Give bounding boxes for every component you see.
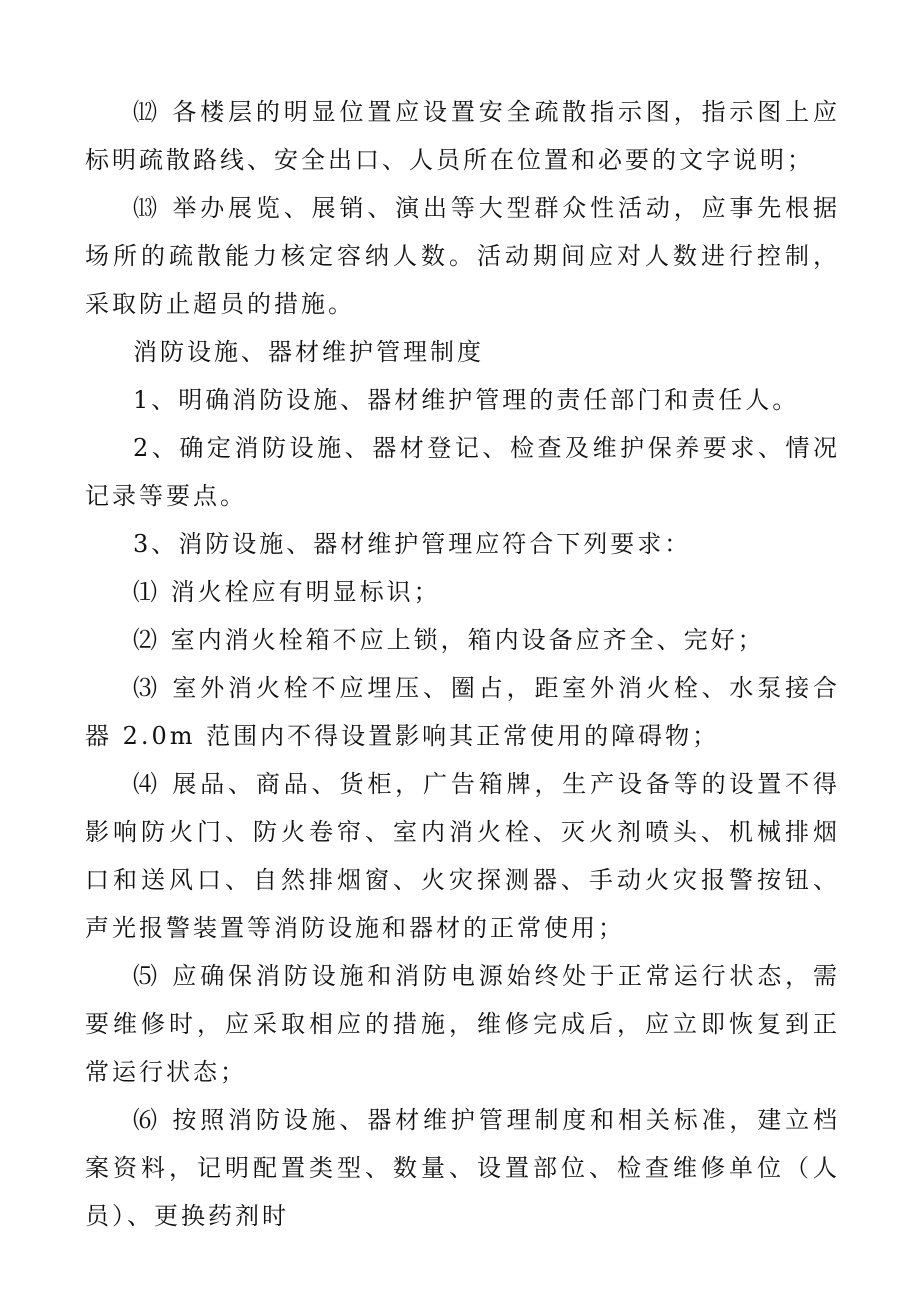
section-item-1: 1、明确消防设施、器材维护管理的责任部门和责任人。 xyxy=(133,386,800,414)
paragraph-13: ⒀ 举办展览、展销、演出等大型群众性活动，应事先根据场所的疏散能力核定容纳人数。活动期间应对人数进行控制，采取防止超员的措施。 xyxy=(85,194,840,318)
paragraph-12: ⑿ 各楼层的明显位置应设置安全疏散指示图，指示图上应标明疏散路线、安全出口、人员所在位置和必要的文字说明； xyxy=(85,98,840,174)
section-item-3-2: ⑵ 室内消火栓箱不应上锁，箱内设备应齐全、完好； xyxy=(133,626,765,654)
section-item-3-6: ⑹ 按照消防设施、器材维护管理制度和相关标准，建立档案资料，记明配置类型、数量、设置部位、检查维修单位（人员）、更换药剂时 xyxy=(85,1106,840,1230)
section-item-3: 3、消防设施、器材维护管理应符合下列要求： xyxy=(133,530,692,558)
section-item-3-5: ⑸ 应确保消防设施和消防电源始终处于正常运行状态，需要维修时，应采取相应的措施，维修完成后，应立即恢复到正常运行状态； xyxy=(85,962,840,1086)
section-item-2: 2、确定消防设施、器材登记、检查及维护保养要求、情况记录等要点。 xyxy=(85,434,840,510)
section-item-3-4: ⑷ 展品、商品、货柜，广告箱牌，生产设备等的设置不得影响防火门、防火卷帘、室内消火栓、灭火剂喷头、机械排烟口和送风口、自然排烟窗、火灾探测器、手动火灾报警按钮、声光报警装置等消防设施和器材的正常使用； xyxy=(85,770,840,942)
section-item-3-3: ⑶ 室外消火栓不应埋压、圈占，距室外消火栓、水泵接合器 2.0m 范围内不得设置影响其正常使用的障碍物； xyxy=(85,674,840,750)
section-title: 消防设施、器材维护管理制度 xyxy=(133,338,484,366)
section-item-3-1: ⑴ 消火栓应有明显标识； xyxy=(133,578,441,606)
